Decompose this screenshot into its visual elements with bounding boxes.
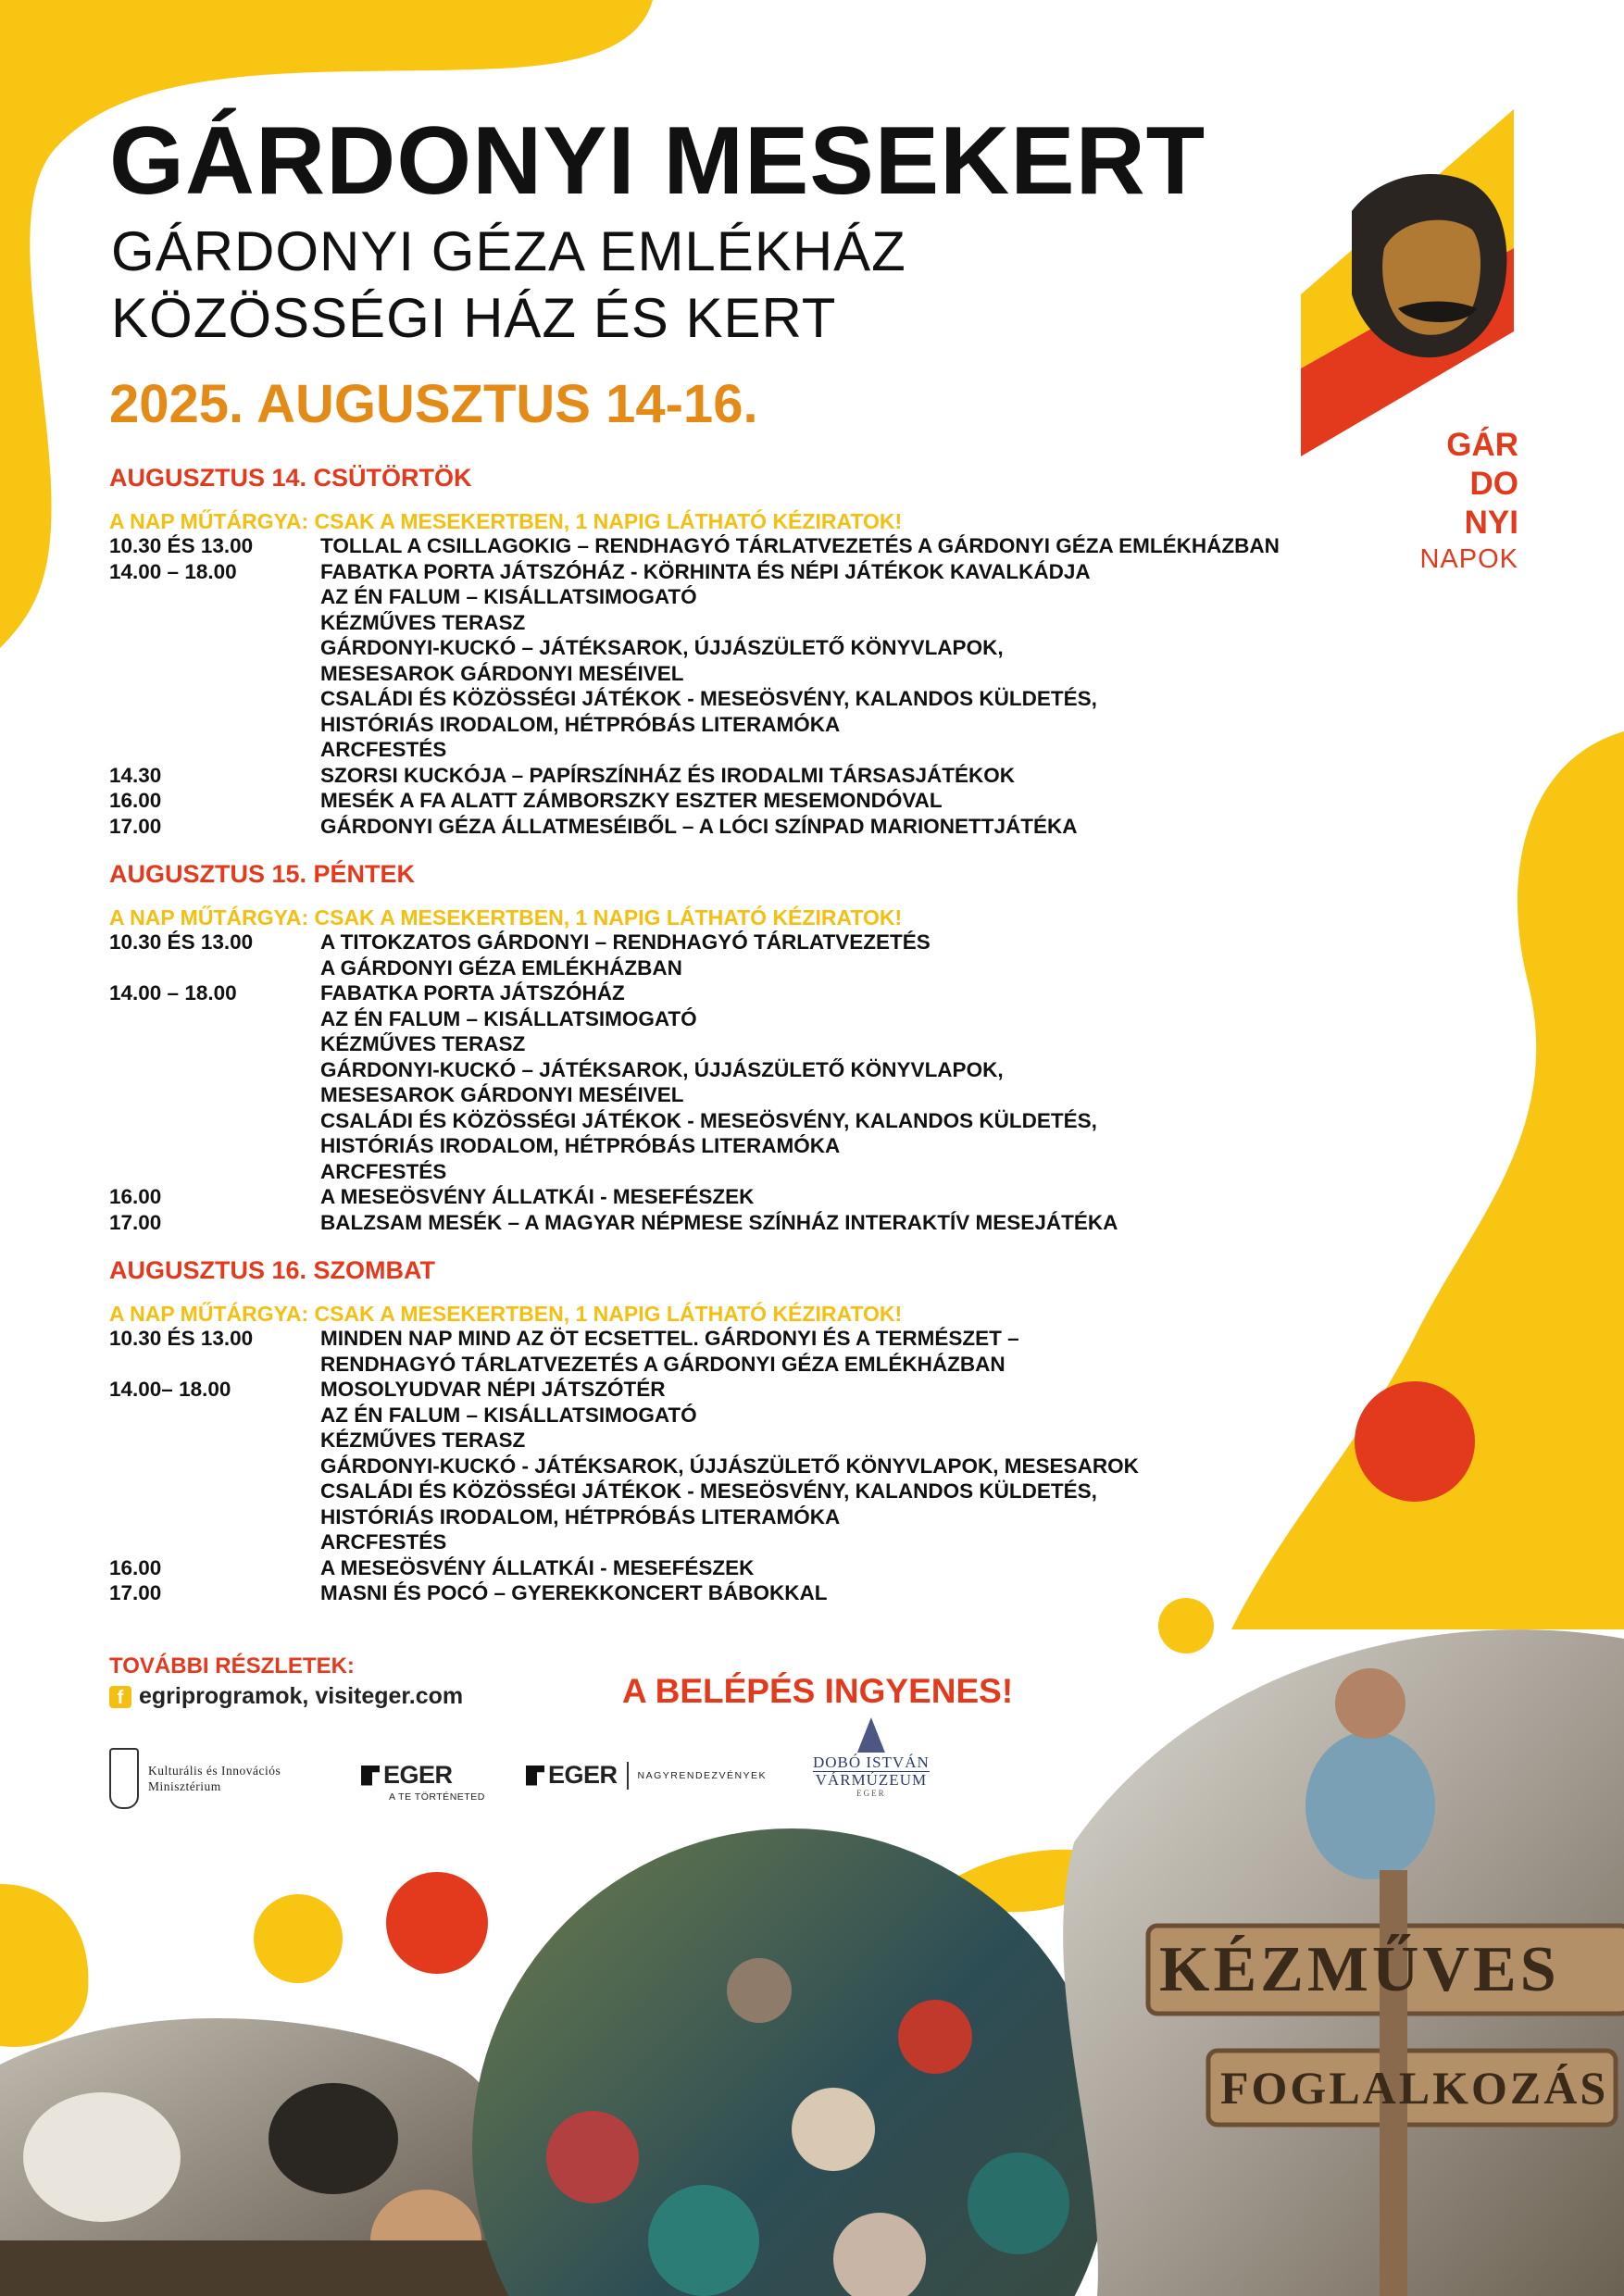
schedule-event: ARCFESTÉS	[320, 738, 447, 761]
schedule-time	[109, 1529, 320, 1555]
schedule-event: GÁRDONYI GÉZA ÁLLATMESÉIBŐL – A LÓCI SZÍNPAD MARIONETTJÁTÉKA	[320, 814, 1078, 838]
schedule-time	[109, 1428, 320, 1454]
schedule-time	[109, 661, 320, 687]
event-dates: 2025. AUGUSZTUS 14-16.	[109, 374, 758, 434]
schedule-time: 17.00	[109, 1581, 162, 1604]
schedule-row	[109, 1403, 1368, 1429]
schedule-event: A GÁRDONYI GÉZA EMLÉKHÁZBAN	[320, 955, 682, 980]
schedule-time	[109, 1159, 320, 1185]
schedule-time: 16.00	[109, 1555, 162, 1579]
schedule-event: KÉZMŰVES TERASZ	[320, 610, 526, 634]
schedule-time	[109, 1504, 320, 1530]
day-heading: AUGUSZTUS 14. CSÜTÖRTÖK	[109, 464, 472, 492]
portrait-logo-graphic	[1296, 109, 1518, 461]
schedule-row	[109, 1377, 1368, 1403]
schedule-event: RENDHAGYÓ TÁRLATVEZETÉS A GÁRDONYI GÉZA EMLÉKHÁZBAN	[320, 1352, 1006, 1376]
free-entry-notice: A BELÉPÉS INGYENES!	[622, 1672, 1014, 1710]
schedule-row	[109, 712, 1368, 738]
more-details-links[interactable]	[109, 1683, 463, 1710]
schedule-time	[109, 584, 320, 610]
schedule-row	[109, 559, 1368, 585]
schedule-row	[109, 1326, 1368, 1352]
schedule-row	[109, 1454, 1368, 1479]
schedule-event: HISTÓRIÁS IRODALOM, HÉTPRÓBÁS LITERAMÓKA	[320, 1504, 841, 1529]
schedule-event: TOLLAL A CSILLAGOKIG – RENDHAGYÓ TÁRLATVEZETÉS A GÁRDONYI GÉZA EMLÉKHÁZBAN	[320, 534, 1280, 557]
schedule-event: ARCFESTÉS	[320, 1530, 447, 1554]
schedule-time: 14.00 – 18.00	[109, 559, 237, 583]
schedule-event: GÁRDONYI-KUCKÓ – JÁTÉKSAROK, ÚJJÁSZÜLETŐ KÖNYVLAPOK,	[320, 636, 1004, 659]
schedule-row	[109, 788, 1368, 814]
schedule-time	[109, 955, 320, 981]
yellow-blob-bottom-left	[0, 1884, 88, 2047]
schedule-event: MINDEN NAP MIND AZ ÖT ECSETTEL. GÁRDONYI ÉS A TERMÉSZET –	[320, 1327, 1019, 1350]
logo-text-gar: GÁR	[1446, 427, 1518, 463]
schedule-event: MESESAROK GÁRDONYI MESÉIVEL	[320, 661, 684, 685]
day-schedule-aug-14	[109, 463, 1368, 839]
schedule-time	[109, 635, 320, 661]
eger-tagline: A TE TÖRTÉNETED	[389, 1791, 485, 1803]
schedule-event: MASNI ÉS POCÓ – GYEREKKONCERT BÁBOKKAL	[320, 1581, 828, 1604]
schedule-row	[109, 1159, 1368, 1185]
schedule-time	[109, 1479, 320, 1504]
day-artifact-note: A NAP MŰTÁRGYA: CSAK A MESEKERTBEN, 1 NAPIG LÁTHATÓ KÉZIRATOK!	[109, 905, 903, 930]
schedule-event: MESÉK A FA ALATT ZÁMBORSZKY ESZTER MESEMONDÓVAL	[320, 789, 943, 812]
schedule-row	[109, 1529, 1368, 1555]
logo-text-nyi: NYI	[1464, 505, 1518, 541]
day-artifact-note: A NAP MŰTÁRGYA: CSAK A MESEKERTBEN, 1 NAPIG LÁTHATÓ KÉZIRATOK!	[109, 509, 903, 533]
schedule-time	[109, 1352, 320, 1378]
schedule-time	[109, 1057, 320, 1083]
schedule-time	[109, 1031, 320, 1057]
schedule-event: A MESEÖSVÉNY ÁLLATKÁI - MESEFÉSZEK	[320, 1185, 755, 1208]
schedule-row	[109, 1057, 1368, 1083]
schedule-time	[109, 737, 320, 763]
schedule-time	[109, 1454, 320, 1479]
schedule-time: 16.00	[109, 789, 162, 812]
schedule-event: FABATKA PORTA JÁTSZÓHÁZ	[320, 981, 625, 1004]
schedule-time: 14.30	[109, 763, 162, 787]
museum-emblem-icon	[857, 1717, 885, 1753]
sign-text-kezmuves: KÉZMŰVES	[1159, 1934, 1560, 2005]
ministry-logo	[109, 1748, 281, 1809]
schedule-event: HISTÓRIÁS IRODALOM, HÉTPRÓBÁS LITERAMÓKA	[320, 712, 841, 736]
schedule-row	[109, 1031, 1368, 1057]
logo-text-napok: NAPOK	[1419, 544, 1518, 574]
schedule-time	[109, 1108, 320, 1134]
links-text[interactable]: egriprogramok, visiteger.com	[139, 1683, 464, 1709]
eger-mark-icon	[526, 1766, 544, 1786]
schedule-event: BALZSAM MESÉK – A MAGYAR NÉPMESE SZÍNHÁZ INTERAKTÍV MESEJÁTÉKA	[320, 1210, 1118, 1234]
schedule-event: MESESAROK GÁRDONYI MESÉIVEL	[320, 1083, 684, 1106]
schedule-event: GÁRDONYI-KUCKÓ – JÁTÉKSAROK, ÚJJÁSZÜLETŐ KÖNYVLAPOK,	[320, 1057, 1004, 1081]
schedule-event: A MESEÖSVÉNY ÁLLATKÁI - MESEFÉSZEK	[320, 1555, 755, 1579]
schedule-row	[109, 1352, 1368, 1378]
schedule-event: ARCFESTÉS	[320, 1159, 447, 1183]
facebook-icon: f	[109, 1686, 131, 1708]
ministry-name-line2: Minisztérium	[148, 1779, 221, 1793]
more-details-label: TOVÁBBI RÉSZLETEK:	[109, 1653, 355, 1678]
schedule-time: 10.30 ÉS 13.00	[109, 1327, 254, 1350]
schedule-event: KÉZMŰVES TERASZ	[320, 1032, 526, 1055]
schedule-event: A TITOKZATOS GÁRDONYI – RENDHAGYÓ TÁRLATVEZETÉS	[320, 930, 931, 954]
schedule-row	[109, 1210, 1368, 1236]
schedule-time	[109, 610, 320, 636]
schedule-row	[109, 1504, 1368, 1530]
eger-city-logo	[361, 1761, 485, 1803]
logo-text-do: DO	[1469, 466, 1518, 502]
schedule-time: 10.30 ÉS 13.00	[109, 930, 254, 954]
coat-of-arms-icon	[109, 1748, 139, 1809]
schedule-row	[109, 1555, 1368, 1581]
schedule-row	[109, 1006, 1368, 1032]
schedule-time: 17.00	[109, 814, 162, 838]
schedule-row	[109, 1184, 1368, 1210]
venue-line-1: GÁRDONYI GÉZA EMLÉKHÁZ	[111, 220, 906, 282]
ministry-name-line1: Kulturális és Innovációs	[148, 1764, 281, 1778]
venue-line-2: KÖZÖSSÉGI HÁZ ÉS KERT	[111, 287, 837, 349]
schedule-time: 14.00 – 18.00	[109, 981, 237, 1004]
sign-text-foglalkozas: FOGLALKOZÁS	[1220, 2062, 1609, 2114]
schedule-row	[109, 737, 1368, 763]
schedule-event: AZ ÉN FALUM – KISÁLLATSIMOGATÓ	[320, 1403, 697, 1427]
schedule-row	[109, 661, 1368, 687]
red-circle-right	[1355, 1381, 1475, 1502]
schedule-event: FABATKA PORTA JÁTSZÓHÁZ - KÖRHINTA ÉS NÉPI JÁTÉKOK KAVALKÁDJA	[320, 559, 1091, 583]
schedule-time	[109, 712, 320, 738]
schedule-time	[109, 1133, 320, 1159]
schedule-event: CSALÁDI ÉS KÖZÖSSÉGI JÁTÉKOK - MESEÖSVÉNY, KALANDOS KÜLDETÉS,	[320, 687, 1097, 710]
schedule-row	[109, 930, 1368, 955]
schedule-row	[109, 1082, 1368, 1108]
eger-events-tagline: NAGYRENDEZVÉNYEK	[637, 1769, 768, 1781]
schedule-time: 17.00	[109, 1210, 162, 1234]
yellow-circle-small	[1158, 1598, 1214, 1653]
schedule-time	[109, 1403, 320, 1429]
museum-name-line1: DOBÓ ISTVÁN	[813, 1753, 930, 1771]
museum-name-line2: VÁRMÚZEUM	[813, 1771, 930, 1789]
schedule-row	[109, 1580, 1368, 1606]
day-schedule-aug-16	[109, 1255, 1368, 1606]
schedule-row	[109, 1133, 1368, 1159]
museum-logo	[813, 1717, 930, 1798]
day-heading: AUGUSZTUS 15. PÉNTEK	[109, 860, 416, 888]
schedule-event: AZ ÉN FALUM – KISÁLLATSIMOGATÓ	[320, 1006, 697, 1030]
red-circle-bottom	[386, 1872, 488, 1974]
day-artifact-note: A NAP MŰTÁRGYA: CSAK A MESEKERTBEN, 1 NAPIG LÁTHATÓ KÉZIRATOK!	[109, 1302, 903, 1326]
schedule-event: HISTÓRIÁS IRODALOM, HÉTPRÓBÁS LITERAMÓKA	[320, 1134, 841, 1157]
schedule-row	[109, 955, 1368, 981]
schedule-row	[109, 763, 1368, 789]
schedule-event: MOSOLYUDVAR NÉPI JÁTSZÓTÉR	[320, 1378, 666, 1401]
schedule-row	[109, 584, 1368, 610]
schedule-row	[109, 1428, 1368, 1454]
eger-mark-icon	[361, 1766, 380, 1786]
photo-crafts-left	[0, 1990, 556, 2296]
schedule-time: 16.00	[109, 1185, 162, 1208]
page-title: GÁRDONYI MESEKERT	[109, 107, 1206, 215]
schedule-event: CSALÁDI ÉS KÖZÖSSÉGI JÁTÉKOK - MESEÖSVÉNY, KALANDOS KÜLDETÉS,	[320, 1108, 1097, 1132]
schedule-time	[109, 1006, 320, 1032]
schedule-event: SZORSI KUCKÓJA – PAPÍRSZÍNHÁZ ÉS IRODALMI TÁRSASJÁTÉKOK	[320, 763, 1016, 787]
schedule-row	[109, 686, 1368, 712]
schedule-row	[109, 980, 1368, 1006]
eger-events-logo	[526, 1761, 767, 1790]
schedule-time	[109, 1082, 320, 1108]
yellow-circle-bottom	[254, 1894, 343, 1983]
schedule-row	[109, 635, 1368, 661]
schedule-row	[109, 533, 1368, 559]
schedule-row	[109, 1479, 1368, 1504]
eger-name: EGER	[383, 1761, 453, 1789]
schedule-row	[109, 610, 1368, 636]
day-heading: AUGUSZTUS 16. SZOMBAT	[109, 1256, 436, 1284]
schedule-time: 10.30 ÉS 13.00	[109, 534, 254, 557]
museum-name-line3: EGER	[856, 1789, 886, 1798]
schedule-row	[109, 1108, 1368, 1134]
schedule-event: CSALÁDI ÉS KÖZÖSSÉGI JÁTÉKOK - MESEÖSVÉNY, KALANDOS KÜLDETÉS,	[320, 1479, 1097, 1503]
schedule-row	[109, 814, 1368, 840]
schedule-time	[109, 686, 320, 712]
day-schedule-aug-15	[109, 859, 1368, 1235]
schedule-event: KÉZMŰVES TERASZ	[320, 1429, 526, 1452]
logo-divider	[627, 1762, 629, 1790]
eger-name: EGER	[548, 1761, 618, 1789]
schedule-time: 14.00– 18.00	[109, 1378, 231, 1401]
schedule-event: GÁRDONYI-KUCKÓ - JÁTÉKSAROK, ÚJJÁSZÜLETŐ KÖNYVLAPOK, MESESAROK	[320, 1454, 1139, 1478]
schedule-event: AZ ÉN FALUM – KISÁLLATSIMOGATÓ	[320, 585, 697, 608]
